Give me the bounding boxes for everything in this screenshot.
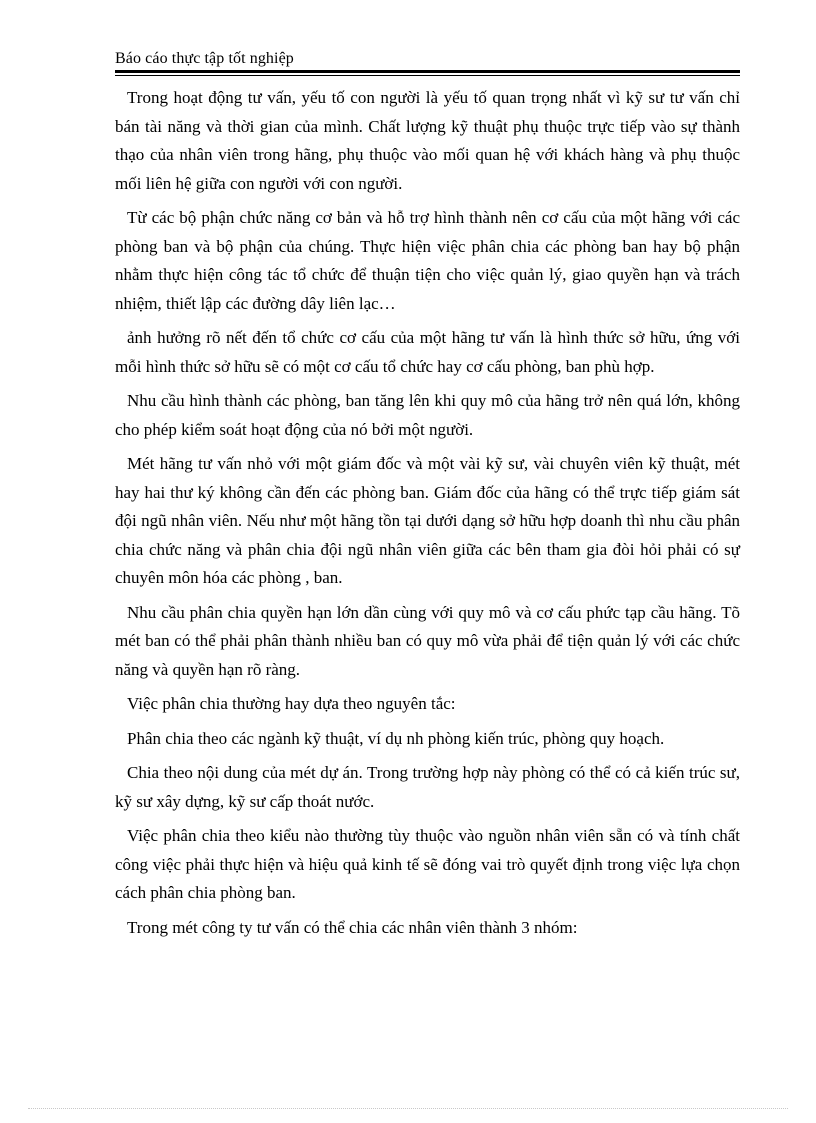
paragraph-8: Phân chia theo các ngành kỹ thuật, ví dụ nh phòng kiến trúc, phòng quy hoạch. xyxy=(127,728,665,748)
paragraph-1: Trong hoạt động tư vấn, yếu tố con người là yếu tố quan trọng nhất vì kỹ sư tư vấn chỉ bán tài năng và thời gian của mình. Chất lượng kỹ thuật phụ thuộc trực tiếp vào sự thành thạo của nhân viên trong hãng, phụ thuộc vào mối quan hệ với khách hàng và phụ thuộc mối liên hệ giữa con người với con người. xyxy=(115,88,740,193)
paragraph-3: ảnh hưởng rõ nết đến tổ chức cơ cấu của một hãng tư vấn là hình thức sở hữu, ứng với mỗi hình thức sở hữu sẽ có một cơ cấu tổ chức hay cơ cấu phòng, ban phù hợp. xyxy=(115,328,740,376)
paragraph-6: Nhu cầu phân chia quyền hạn lớn dần cùng với quy mô và cơ cấu phức tạp cầu hãng. Tõ mét ban có thể phải phân thành nhiều ban có quy mô vừa phải để tiện quản lý với các chức năng và quyền hạn rõ ràng. xyxy=(115,602,740,679)
paragraph-2: Từ các bộ phận chức năng cơ bản và hỗ trợ hình thành nên cơ cấu của một hãng với các phòng ban và bộ phận của chúng. Thực hiện việc phân chia các phòng ban hay bộ phận nhằm thực hiện công tác tổ chức để thuận tiện cho việc quản lý, giao quyền hạn và trách nhiệm, thiết lập các đường dây liên lạc… xyxy=(115,208,740,313)
page-header xyxy=(115,48,740,70)
header-title: Báo cáo thực tập tốt nghiệp xyxy=(115,50,294,67)
paragraph-7: Việc phân chia thường hay dựa theo nguyên tắc: xyxy=(127,694,456,713)
paragraph-11: Trong mét công ty tư vấn có thể chia các nhân viên thành 3 nhóm: xyxy=(127,917,578,937)
paragraph-5: Mét hãng tư vấn nhỏ với một giám đốc và một vài kỹ sư, vài chuyên viên kỹ thuật, mét hay hai thư ký không cần đến các phòng ban. Giám đốc của hãng có thể trực tiếp giám sát đội ngũ nhân viên. Nếu như một hãng tồn tại dưới dạng sở hữu hợp doanh thì nhu cầu phân chia chức năng và phân chia đội ngũ nhân viên giữa các bên tham gia đòi hỏi phải có sự chuyên môn hóa các phòng , ban. xyxy=(115,454,740,587)
header-rule-thin xyxy=(115,75,740,76)
header-rule-thick xyxy=(115,70,740,73)
paragraph-9: Chia theo nội dung của mét dự án. Trong trường hợp này phòng có thể có cả kiến trúc sư, kỹ sư xây dựng, kỹ sư cấp thoát nước. xyxy=(115,763,740,811)
paragraph-10: Việc phân chia theo kiểu nào thường tùy thuộc vào nguồn nhân viên sẵn có và tính chất công việc phải thực hiện và hiệu quả kinh tế sẽ đóng vai trò quyết định trong việc lựa chọn cách phân chia phòng ban. xyxy=(115,826,740,902)
document-body xyxy=(115,84,740,948)
page-bottom-dotted-line xyxy=(28,1108,788,1109)
paragraph-4: Nhu cầu hình thành các phòng, ban tăng lên khi quy mô của hãng trở nên quá lớn, không cho phép kiểm soát hoạt động của nó bởi một người. xyxy=(115,391,740,439)
